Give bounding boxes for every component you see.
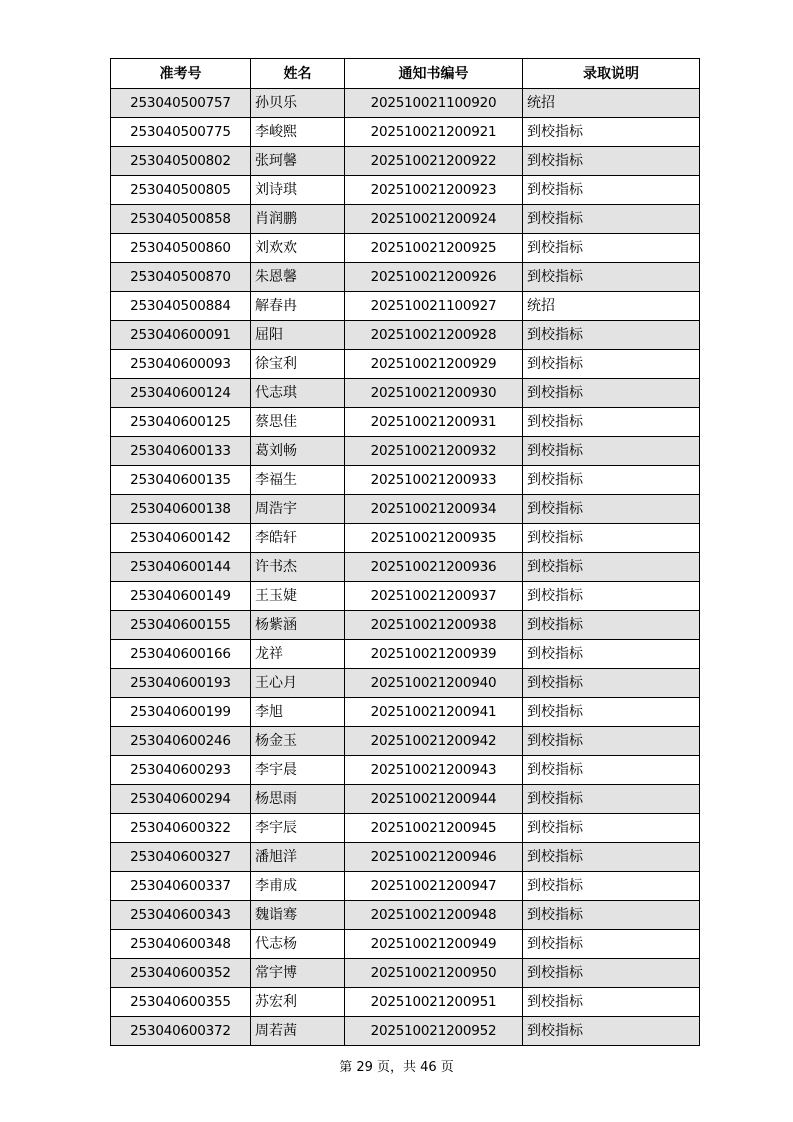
cell-exam-number: 253040500884 [111,292,251,321]
cell-name: 许书杰 [251,553,345,582]
cell-exam-number: 253040600352 [111,959,251,988]
cell-name: 周若茜 [251,1017,345,1046]
cell-notice-number: 202510021200945 [345,814,523,843]
cell-name: 李旭 [251,698,345,727]
table-row [111,727,700,756]
cell-notice-number: 202510021200938 [345,611,523,640]
table-row [111,959,700,988]
cell-admission-note: 到校指标 [523,901,700,930]
header-admission-note: 录取说明 [523,59,700,89]
cell-name: 李福生 [251,466,345,495]
table-row [111,437,700,466]
table-row [111,930,700,959]
table-row [111,756,700,785]
cell-name: 王玉婕 [251,582,345,611]
table-row [111,321,700,350]
table-row [111,466,700,495]
cell-exam-number: 253040600193 [111,669,251,698]
cell-exam-number: 253040500870 [111,263,251,292]
cell-notice-number: 202510021200939 [345,640,523,669]
cell-notice-number: 202510021200949 [345,930,523,959]
cell-exam-number: 253040500802 [111,147,251,176]
table-header-row [111,59,700,89]
cell-name: 苏宏利 [251,988,345,1017]
header-name: 姓名 [251,59,345,89]
cell-notice-number: 202510021200951 [345,988,523,1017]
table-row [111,582,700,611]
cell-exam-number: 253040600149 [111,582,251,611]
table-row [111,147,700,176]
cell-admission-note: 到校指标 [523,147,700,176]
cell-exam-number: 253040600125 [111,408,251,437]
cell-admission-note: 到校指标 [523,263,700,292]
cell-name: 解春冉 [251,292,345,321]
cell-admission-note: 到校指标 [523,727,700,756]
cell-notice-number: 202510021200928 [345,321,523,350]
table-row [111,524,700,553]
cell-notice-number: 202510021200947 [345,872,523,901]
cell-admission-note: 到校指标 [523,118,700,147]
cell-exam-number: 253040500805 [111,176,251,205]
cell-name: 常宇博 [251,959,345,988]
cell-notice-number: 202510021200921 [345,118,523,147]
cell-exam-number: 253040600133 [111,437,251,466]
table-row [111,350,700,379]
cell-notice-number: 202510021200941 [345,698,523,727]
cell-exam-number: 253040600166 [111,640,251,669]
cell-notice-number: 202510021200940 [345,669,523,698]
table-row [111,640,700,669]
cell-notice-number: 202510021200932 [345,437,523,466]
cell-notice-number: 202510021200950 [345,959,523,988]
admission-table [110,58,700,1046]
cell-name: 代志杨 [251,930,345,959]
header-exam-number: 准考号 [111,59,251,89]
cell-name: 张珂馨 [251,147,345,176]
cell-admission-note: 到校指标 [523,321,700,350]
cell-name: 李皓轩 [251,524,345,553]
cell-notice-number: 202510021100927 [345,292,523,321]
cell-notice-number: 202510021200931 [345,408,523,437]
cell-name: 朱恩馨 [251,263,345,292]
table-row [111,901,700,930]
page-footer: 第 29 页，共 46 页 [339,1060,454,1075]
cell-admission-note: 到校指标 [523,843,700,872]
cell-notice-number: 202510021200923 [345,176,523,205]
cell-admission-note: 到校指标 [523,814,700,843]
cell-admission-note: 到校指标 [523,466,700,495]
cell-exam-number: 253040600293 [111,756,251,785]
cell-exam-number: 253040600091 [111,321,251,350]
cell-name: 李宇辰 [251,814,345,843]
table-row [111,408,700,437]
cell-exam-number: 253040600138 [111,495,251,524]
table-row [111,785,700,814]
cell-notice-number: 202510021200926 [345,263,523,292]
table-row [111,292,700,321]
table-row [111,698,700,727]
cell-admission-note: 到校指标 [523,1017,700,1046]
cell-admission-note: 到校指标 [523,582,700,611]
table-row [111,89,700,118]
cell-exam-number: 253040600093 [111,350,251,379]
table-row [111,205,700,234]
cell-admission-note: 到校指标 [523,640,700,669]
cell-name: 李甫成 [251,872,345,901]
cell-notice-number: 202510021200946 [345,843,523,872]
table-body [111,89,700,1046]
cell-exam-number: 253040600337 [111,872,251,901]
cell-name: 周浩宇 [251,495,345,524]
cell-exam-number: 253040600372 [111,1017,251,1046]
cell-admission-note: 到校指标 [523,234,700,263]
cell-name: 王心月 [251,669,345,698]
cell-notice-number: 202510021200930 [345,379,523,408]
table-row [111,814,700,843]
cell-notice-number: 202510021200922 [345,147,523,176]
cell-exam-number: 253040600348 [111,930,251,959]
cell-admission-note: 到校指标 [523,872,700,901]
cell-name: 杨紫涵 [251,611,345,640]
cell-name: 潘旭洋 [251,843,345,872]
cell-name: 葛刘畅 [251,437,345,466]
cell-admission-note: 统招 [523,89,700,118]
cell-exam-number: 253040500860 [111,234,251,263]
cell-notice-number: 202510021100920 [345,89,523,118]
cell-exam-number: 253040600322 [111,814,251,843]
cell-name: 龙祥 [251,640,345,669]
cell-admission-note: 到校指标 [523,176,700,205]
cell-notice-number: 202510021200937 [345,582,523,611]
table-row [111,263,700,292]
cell-admission-note: 到校指标 [523,988,700,1017]
table-row [111,379,700,408]
cell-admission-note: 到校指标 [523,698,700,727]
cell-notice-number: 202510021200942 [345,727,523,756]
cell-name: 肖润鹏 [251,205,345,234]
cell-notice-number: 202510021200934 [345,495,523,524]
cell-admission-note: 到校指标 [523,785,700,814]
cell-exam-number: 253040500858 [111,205,251,234]
cell-notice-number: 202510021200935 [345,524,523,553]
table-row [111,495,700,524]
cell-exam-number: 253040600246 [111,727,251,756]
table-row [111,988,700,1017]
admission-table-container [110,58,699,1046]
cell-admission-note: 到校指标 [523,756,700,785]
cell-notice-number: 202510021200925 [345,234,523,263]
cell-exam-number: 253040500757 [111,89,251,118]
cell-notice-number: 202510021200943 [345,756,523,785]
cell-notice-number: 202510021200952 [345,1017,523,1046]
cell-name: 代志琪 [251,379,345,408]
cell-name: 屈阳 [251,321,345,350]
cell-admission-note: 到校指标 [523,669,700,698]
cell-name: 李峻熙 [251,118,345,147]
cell-name: 魏诣骞 [251,901,345,930]
cell-name: 杨思雨 [251,785,345,814]
cell-notice-number: 202510021200948 [345,901,523,930]
cell-notice-number: 202510021200944 [345,785,523,814]
cell-admission-note: 到校指标 [523,350,700,379]
cell-exam-number: 253040600155 [111,611,251,640]
cell-name: 刘诗琪 [251,176,345,205]
cell-admission-note: 到校指标 [523,553,700,582]
table-row [111,176,700,205]
cell-name: 徐宝利 [251,350,345,379]
cell-admission-note: 到校指标 [523,930,700,959]
cell-admission-note: 到校指标 [523,437,700,466]
table-row [111,234,700,263]
cell-admission-note: 到校指标 [523,524,700,553]
cell-admission-note: 统招 [523,292,700,321]
cell-admission-note: 到校指标 [523,495,700,524]
header-notice-number: 通知书编号 [345,59,523,89]
cell-exam-number: 253040600199 [111,698,251,727]
cell-exam-number: 253040600343 [111,901,251,930]
cell-admission-note: 到校指标 [523,611,700,640]
table-row [111,1017,700,1046]
cell-exam-number: 253040600124 [111,379,251,408]
cell-exam-number: 253040600294 [111,785,251,814]
cell-name: 孙贝乐 [251,89,345,118]
cell-notice-number: 202510021200936 [345,553,523,582]
cell-admission-note: 到校指标 [523,408,700,437]
table-row [111,843,700,872]
table-row [111,553,700,582]
cell-exam-number: 253040600327 [111,843,251,872]
cell-exam-number: 253040600135 [111,466,251,495]
cell-admission-note: 到校指标 [523,379,700,408]
cell-admission-note: 到校指标 [523,205,700,234]
cell-name: 蔡思佳 [251,408,345,437]
cell-notice-number: 202510021200929 [345,350,523,379]
cell-name: 刘欢欢 [251,234,345,263]
cell-exam-number: 253040600144 [111,553,251,582]
table-row [111,611,700,640]
cell-notice-number: 202510021200924 [345,205,523,234]
table-row [111,669,700,698]
cell-exam-number: 253040500775 [111,118,251,147]
cell-name: 李宇晨 [251,756,345,785]
cell-notice-number: 202510021200933 [345,466,523,495]
table-row [111,872,700,901]
table-row [111,118,700,147]
cell-exam-number: 253040600142 [111,524,251,553]
cell-admission-note: 到校指标 [523,959,700,988]
cell-name: 杨金玉 [251,727,345,756]
cell-exam-number: 253040600355 [111,988,251,1017]
